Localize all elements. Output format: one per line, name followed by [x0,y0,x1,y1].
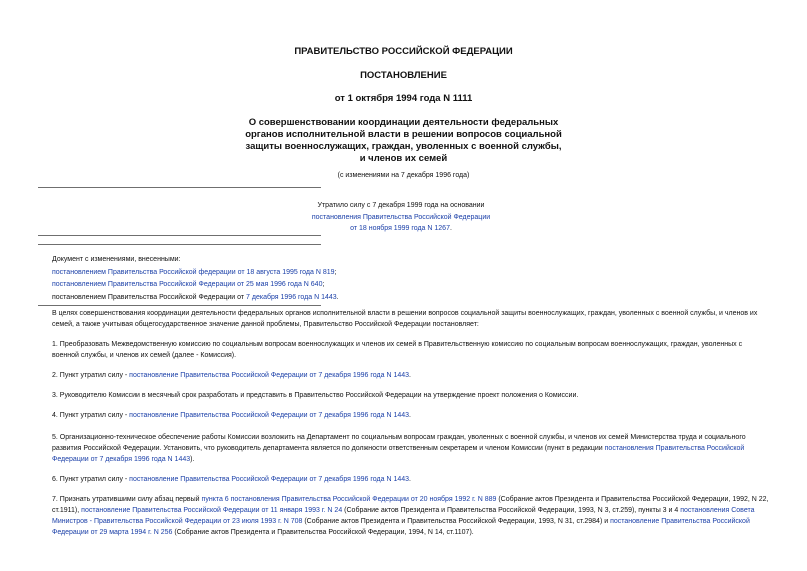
p7-link-2[interactable]: постановление Правительства Российской Федерации от 11 января 1993 г. N 24 [81,507,343,514]
p2-tail: . [409,372,411,379]
title-line: О совершенствовании координации деятельности федеральных [248,117,559,128]
p6-text: 6. Пункт утратил силу - [52,476,130,483]
p7-text-e: (Собрание актов Президента и Правительства Российской Федерации, 1994, N 14, ст.1107). [172,529,474,536]
lost-force-link-line2[interactable]: от 18 ноября 1999 года N 1267 [350,225,450,232]
change-item [38,267,769,280]
preamble-paragraph: В целях совершенствования координации деятельности федеральных органов исполнительной власти в решении вопросов социальной защиты военнослужащих, граждан, уволенных с военной службы, и членов их семей, а также учитывая общегосударственное значение данной проблемы, Правительство Российской Федерации постановляет: [52,310,758,328]
changes-intro: Документ с изменениями, внесенными: [52,256,181,263]
p5-tail: ). [190,456,195,463]
p6-tail: . [409,476,411,483]
changes-list [38,254,769,304]
p2-text: 2. Пункт утратил силу - [52,372,130,379]
change-item [38,279,769,292]
paragraph-2 [38,370,769,381]
p4-text: 4. Пункт утратил силу - [52,412,130,419]
change-tail-1: ; [334,268,337,276]
change-text-3: постановлением Правительства Российской Федерации от [52,293,247,301]
document-title [0,117,807,165]
change-item [38,292,769,305]
paragraph-7 [38,494,769,538]
p7-text-b: (Собрание актов Президента и Правительства Российской Федерации, 1992, N 22, ст.1911), [52,496,769,514]
authority-heading: ПРАВИТЕЛЬСТВО РОССИЙСКОЙ ФЕДЕРАЦИИ [294,46,513,57]
p7-link-3[interactable]: постановления Совета Министров - Правительства Российской Федерации от 23 июля 1993 г. N 708 [52,507,755,525]
amendment-note: (с изменениями на 7 декабря 1996 года) [337,172,470,179]
document-type-heading: ПОСТАНОВЛЕНИЕ [360,70,447,81]
p7-link-4[interactable]: постановление Правительства Российской Федерации от 29 марта 1994 г. N 256 [52,518,750,536]
p4-link[interactable]: постановление Правительства Российской Федерации от 7 декабря 1996 года N 1443 [129,412,410,419]
date-number-heading: от 1 октября 1994 года N 1111 [334,93,473,104]
divider [38,244,321,245]
change-link-1[interactable]: постановлением Правительства Российской федерации от 18 августа 1995 года N 819 [52,268,335,276]
change-tail-3: . [336,293,339,301]
change-link-3[interactable]: 7 декабря 1996 года N 1443 [246,293,337,301]
p4-tail: . [409,412,411,419]
paragraph-4 [38,410,769,421]
p5-text: 5. Организационно-техническое обеспечение работы Комиссии возложить на Департамент по социальным вопросам граждан, уволенных с военной службы, и членов их семей Министерства труда и социального развития Российской Федерации. Установить, что руководитель департамента является по должности ответственным секретарем и членом Комиссии (пункт в редакции [52,434,746,452]
p7-text-d: (Собрание актов Президента и Правительства Российской Федерации, 1993, N 31, ст.2984) и [302,518,611,525]
paragraph-3: 3. Руководителю Комиссии в месячный срок разработать и представить в Правительство Российской Федерации на утверждение проект положения о Комиссии. [52,392,579,399]
divider [38,187,321,188]
paragraph-6 [38,474,769,485]
p6-link[interactable]: постановление Правительства Российской Федерации от 7 декабря 1996 года N 1443 [129,476,410,483]
change-link-2[interactable]: постановлением Правительства Российской Федерации от 25 мая 1996 года N 640 [52,281,323,288]
lost-force-text: Утратило силу с 7 декабря 1999 года на основании [317,202,485,209]
p7-link-1[interactable]: пункта 6 постановления Правительства Российской Федерации от 20 ноября 1992 г. N 889 [201,496,497,503]
p7-text-c: (Собрание актов Президента и Правительства Российской Федерации, 1993, N 3, ст.259), пункты 3 и 4 [342,507,681,514]
change-tail-2: ; [322,281,325,288]
paragraph-1: 1. Преобразовать Межведомственную комиссию по социальным вопросам военнослужащих и членов их семей в Правительственную комиссию по социальным вопросам военнослужащих, граждан, уволенных с военной службы, и членов их семей (далее - Комиссия). [52,341,743,359]
paragraph-5 [38,432,769,465]
divider [38,235,321,236]
p7-text-a: 7. Признать утратившими силу абзац первый [52,496,202,503]
title-line: и членов их семей [359,153,448,164]
p5-link[interactable]: постановления Правительства Российской Федерации от 7 декабря 1996 года N 1443 [52,445,745,463]
title-line: защиты военнослужащих, граждан, уволенных с военной службы, [245,141,562,152]
title-line: органов исполнительной власти в решении вопросов социальной [245,129,562,140]
divider [38,305,321,306]
lost-force-tail: . [449,225,452,232]
lost-force-notice [221,200,581,235]
p2-link[interactable]: постановление Правительства Российской Федерации от 7 декабря 1996 года N 1443 [129,372,410,379]
lost-force-link-line1[interactable]: постановления Правительства Российской Федерации [311,213,491,221]
